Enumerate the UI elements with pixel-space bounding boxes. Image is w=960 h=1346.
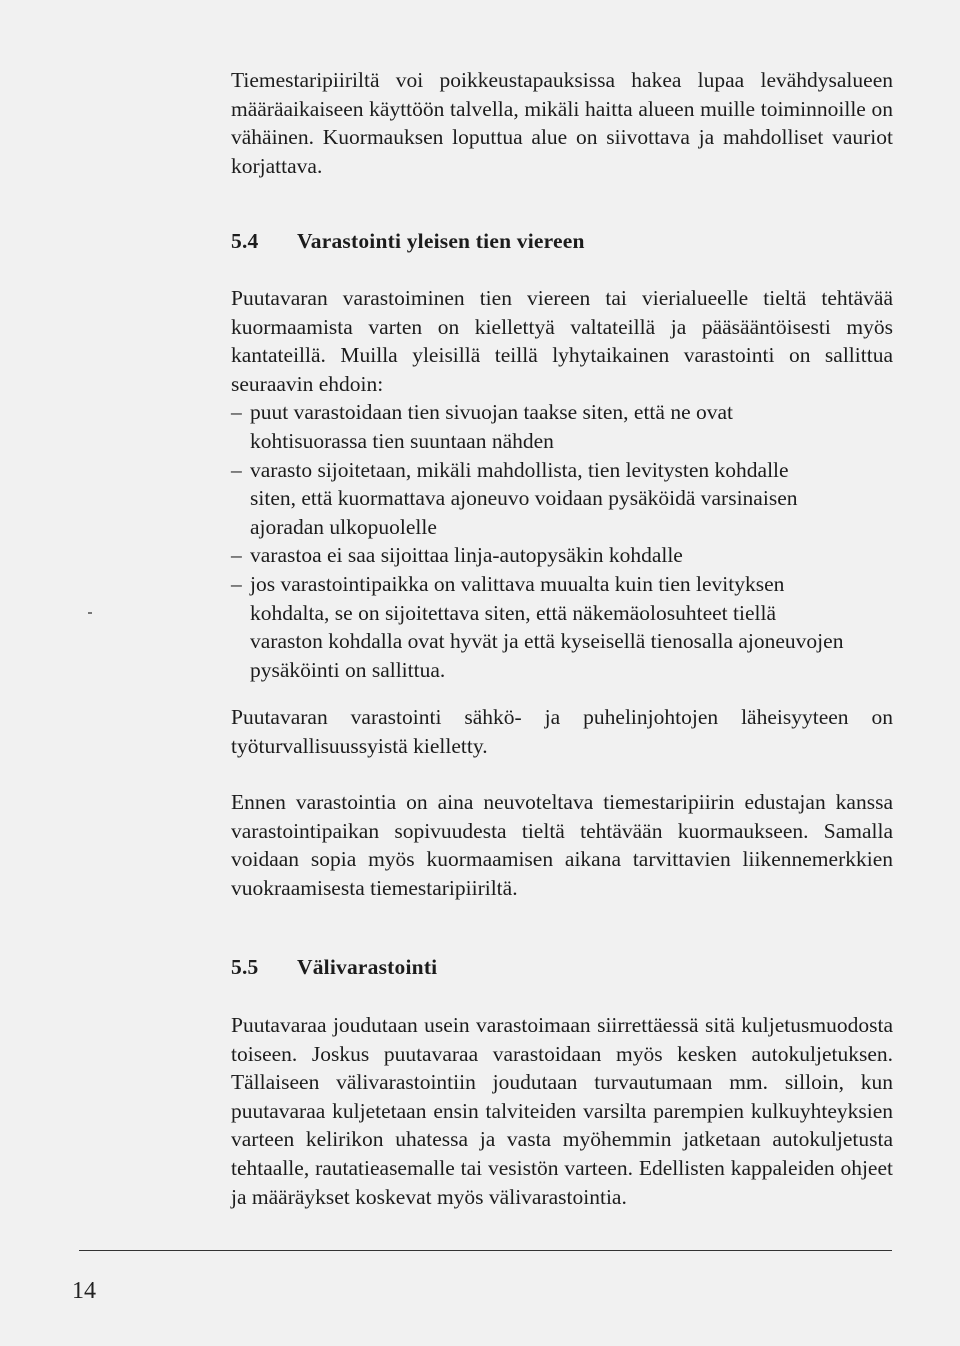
section-title: Välivarastointi	[297, 955, 438, 979]
section-5-4-paragraph-2-block	[231, 703, 893, 760]
list-item-text: varastoa ei saa sijoittaa linja-autopysäkin kohdalle	[250, 543, 683, 568]
intro-section	[231, 66, 893, 180]
section-5-4-paragraph-2: Puutavaran varastointi sähkö- ja puhelinjohtojen läheisyyteen on työturvallisuussyistä kielletty.	[231, 705, 893, 758]
section-5-4-paragraph-3-block	[231, 788, 893, 902]
section-number: 5.5	[231, 955, 259, 979]
list-dash: –	[231, 571, 242, 596]
section-5-5-body	[231, 1011, 893, 1211]
list-item-text: puut varastoidaan tien sivuojan taakse siten, että ne ovat kohtisuorassa tien suuntaan nähden	[250, 400, 734, 453]
list-dash: –	[231, 543, 242, 568]
section-5-4-body	[231, 284, 893, 684]
list-item	[231, 456, 893, 542]
list-item	[231, 541, 893, 570]
list-item	[231, 570, 893, 684]
footer-rule	[79, 1250, 892, 1251]
conditions-list	[231, 398, 893, 684]
list-dash: –	[231, 400, 242, 425]
page-number: 14	[72, 1278, 96, 1304]
section-number: 5.4	[231, 229, 259, 253]
section-heading-5-4	[231, 229, 585, 254]
section-title: Varastointi yleisen tien viereen	[297, 229, 585, 253]
section-5-4-paragraph-3: Ennen varastointia on aina neuvoteltava tiemestaripiirin edustajan kanssa varastointipaikan sopivuudesta tieltä tehtävään kuormaukseen. Samalla voidaan sopia myös kuormaamisen aikana tarvittavien liikennemerkkien vuokraamisesta tiemestaripiiriltä.	[231, 790, 893, 900]
list-item-text: jos varastointipaikka on valittava muualta kuin tien levityksen kohdalta, se on sijoitettava siten, että näkemäolosuhteet tiellä varaston kohdalla ovat hyvät ja että kyseisellä tienosalla ajoneuvojen pysäköinti on sallittua.	[250, 571, 844, 682]
list-item	[231, 398, 893, 455]
section-5-4-paragraph-1: Puutavaran varastoiminen tien viereen tai vierialueelle tieltä tehtävää kuormaamista varten on kiellettyä valtateillä ja pääsääntöisesti myös kantateillä. Muilla yleisillä teillä lyhytaikainen varastointi on sallittua seuraavin ehdoin:	[231, 286, 893, 396]
list-dash: –	[231, 457, 242, 482]
scan-speck	[88, 612, 92, 614]
list-item-text: varasto sijoitetaan, mikäli mahdollista, tien levitysten kohdalle siten, että kuormattava ajoneuvo voidaan pysäköidä varsinaisen ajoradan ulkopuolelle	[250, 457, 798, 539]
section-5-5-paragraph-1: Puutavaraa joudutaan usein varastoimaan siirrettäessä sitä kuljetusmuodosta toiseen. Joskus puutavaraa varastoidaan myös kesken autokuljetuksen. Tällaiseen välivarastointiin joudutaan turvautumaan mm. silloin, kun puutavaraa kuljetetaan ensin talviteiden varsilta parempien kulkuyhteyksien varteen kelirikon uhatessa ja vasta myöhemmin jatketaan autokuljetusta tehtaalle, rautatieasemalle tai vesistön varteen. Edellisten kappaleiden ohjeet ja määräykset koskevat myös välivarastointia.	[231, 1013, 893, 1209]
intro-paragraph: Tiemestaripiiriltä voi poikkeustapauksissa hakea lupaa levähdysalueen määräaikaiseen käyttöön talvella, mikäli haitta alueen muille toiminnoille on vähäinen. Kuormauksen loputtua alue on siivottava ja mahdolliset vauriot korjattava.	[231, 68, 893, 178]
section-heading-5-5	[231, 955, 437, 980]
